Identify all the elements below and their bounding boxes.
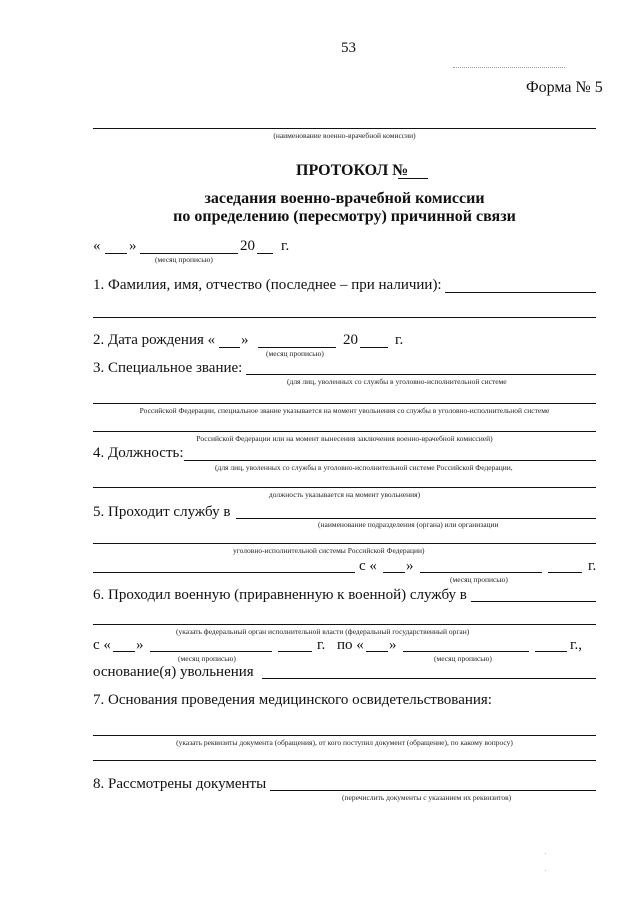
item6-to-year-suffix: г., <box>570 637 582 653</box>
item2-quote-close: » <box>241 332 249 348</box>
item5-year-suffix: г. <box>588 558 597 574</box>
item2-year-suffix: г. <box>395 332 404 348</box>
item6-to-quote-close: » <box>389 637 397 653</box>
item6-from-month-field[interactable] <box>150 651 272 652</box>
date-month-caption: (месяц прописью) <box>155 255 213 264</box>
item6-reason-field[interactable] <box>262 678 596 679</box>
item6-label: 6. Проходил военную (приравненную к военной) службу в <box>93 587 467 603</box>
item5-field-2[interactable] <box>93 543 596 544</box>
item5-field-3[interactable] <box>93 572 355 573</box>
item1-label: 1. Фамилия, имя, отчество (последнее – при наличии): <box>93 277 442 293</box>
item2-year-prefix: 20 <box>343 332 358 348</box>
item6-to-month-caption: (месяц прописью) <box>434 654 492 663</box>
item3-label: 3. Специальное звание: <box>93 360 243 376</box>
date-year-field[interactable] <box>257 253 273 254</box>
item7-label: 7. Основания проведения медицинского освидетельствования: <box>93 692 492 708</box>
date-year-suffix: г. <box>281 238 290 254</box>
item6-to-label: по « <box>337 637 364 653</box>
protocol-number-field[interactable] <box>398 178 428 179</box>
item5-day-field[interactable] <box>383 572 405 573</box>
form-label: Форма № 5 <box>526 79 603 96</box>
item6-from-day-field[interactable] <box>113 651 135 652</box>
item2-month-caption: (месяц прописью) <box>266 349 324 358</box>
item5-month-field[interactable] <box>420 572 542 573</box>
date-day-field[interactable] <box>105 253 127 254</box>
item4-caption-1: (для лиц, уволенных со службы в уголовно-исполнительной системе Российской Федерации, <box>215 463 513 472</box>
item1-field-2[interactable] <box>93 317 596 318</box>
scan-speck <box>545 853 546 854</box>
item6-from-year-field[interactable] <box>278 651 312 652</box>
item5-caption-1: (наименование подразделения (органа) или организации <box>318 520 499 529</box>
item3-field[interactable] <box>246 374 596 375</box>
item5-quote-close: » <box>406 558 414 574</box>
item3-field-3[interactable] <box>93 431 596 432</box>
date-year-prefix: 20 <box>240 238 255 254</box>
item3-caption-1: (для лиц, уволенных со службы в уголовно-исполнительной системе <box>287 377 507 386</box>
item5-field[interactable] <box>236 518 596 519</box>
commission-caption: (наименование военно-врачебной комиссии) <box>273 131 416 140</box>
commission-name-field[interactable] <box>93 128 596 129</box>
item3-caption-3: Российской Федерации или на момент вынесения заключения военно-врачебной комиссией) <box>196 434 493 443</box>
protocol-subtitle-2: по определению (пересмотру) причинной связи <box>173 208 516 225</box>
item4-field-2[interactable] <box>93 487 596 488</box>
scan-speck <box>545 870 546 871</box>
item6-field-2[interactable] <box>93 624 596 625</box>
item4-field[interactable] <box>184 460 596 461</box>
item3-field-2[interactable] <box>93 403 596 404</box>
protocol-subtitle-1: заседания военно-врачебной комиссии <box>204 190 485 207</box>
item6-caption-1: (указать федеральный орган исполнительной власти (федеральный государственный орган) <box>176 627 470 636</box>
item6-to-day-field[interactable] <box>366 651 388 652</box>
date-quote-close: » <box>129 238 137 254</box>
item5-caption-2: уголовно-исполнительной системы Российской Федерации) <box>233 546 425 555</box>
date-quote-open: « <box>93 238 101 254</box>
item8-field[interactable] <box>270 790 596 791</box>
item6-to-year-field[interactable] <box>535 651 567 652</box>
item8-caption-1: (перечислить документы с указанием их реквизитов) <box>342 793 512 802</box>
item5-from-label: с « <box>359 558 377 574</box>
item6-field[interactable] <box>471 601 596 602</box>
scan-artifact <box>453 67 565 68</box>
item5-year-field[interactable] <box>548 572 582 573</box>
item8-label: 8. Рассмотрены документы <box>93 776 267 792</box>
item6-from-month-caption: (месяц прописью) <box>178 654 236 663</box>
item3-caption-2: Российской Федерации, специальное звание указывается на момент увольнения со службы в уголовно-исполнительной системе <box>139 406 550 415</box>
item2-label: 2. Дата рождения « <box>93 332 216 348</box>
protocol-title: ПРОТОКОЛ № <box>296 162 409 179</box>
page-number: 53 <box>341 40 356 56</box>
item6-from-year-suffix: г. <box>317 637 326 653</box>
item7-field[interactable] <box>93 735 596 736</box>
item1-field[interactable] <box>445 292 596 293</box>
item7-caption-1: (указать реквизиты документа (обращения), от кого поступил документ (обращение), по какому вопросу) <box>176 738 513 747</box>
item2-day-field[interactable] <box>219 347 240 348</box>
item4-label: 4. Должность: <box>93 445 184 461</box>
item6-from-quote-close: » <box>136 637 144 653</box>
item6-from-label: с « <box>93 637 111 653</box>
item5-month-caption: (месяц прописью) <box>450 575 508 584</box>
item2-year-field[interactable] <box>360 347 388 348</box>
item4-caption-2: должность указывается на момент увольнения) <box>268 490 421 499</box>
item6-reason-label: основание(я) увольнения <box>93 664 254 680</box>
item5-label: 5. Проходит службу в <box>93 504 231 520</box>
item2-month-field[interactable] <box>258 347 336 348</box>
date-month-field[interactable] <box>140 253 238 254</box>
item6-to-month-field[interactable] <box>403 651 529 652</box>
item7-field-2[interactable] <box>93 760 596 761</box>
